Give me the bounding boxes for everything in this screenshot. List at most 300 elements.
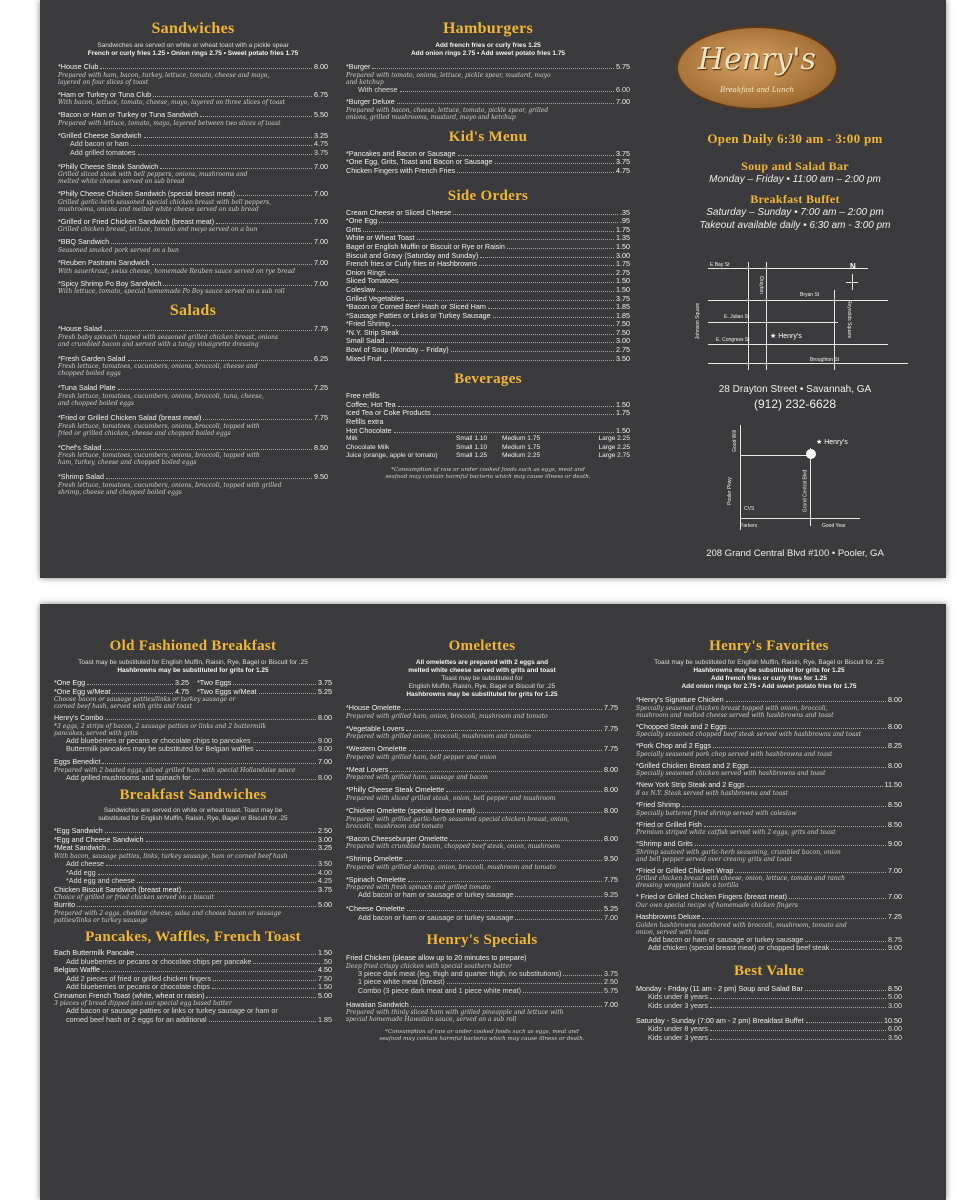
list-item [54, 992, 332, 1025]
item-name: *Ham or Turkey or Tuna Club [58, 89, 152, 99]
item-price: 7.00 [314, 161, 328, 171]
note-line: English Muffin, Raisin, Rye, Bagel or Biscuit for .25 [408, 683, 556, 690]
item-name: Add bacon or ham or sausage or turkey sausage [648, 934, 804, 944]
dot-leader [216, 223, 312, 224]
item-name: Add bacon or ham or sausage or turkey sausage [358, 912, 514, 922]
item-price: 5.00 [318, 900, 332, 910]
item-price: 3.75 [318, 678, 332, 687]
item-name: Each Buttermilk Pancake [54, 947, 135, 957]
item-description: onions, grilled mushrooms, mustard, mayo and ketchup [346, 113, 516, 121]
item-name: Kids under 8 years [648, 1024, 708, 1034]
item-description: layered on four slices of toast [58, 78, 149, 86]
map-label: E. Congress St [716, 337, 750, 343]
item-name: *House Salad [58, 324, 102, 334]
list-item [58, 163, 328, 186]
item-name: Small Salad [346, 336, 385, 346]
north-arrow: N [850, 262, 856, 271]
item-description: With lettuce, tomato, special homemade Po Boy sauce served on a sub roll [58, 288, 285, 296]
menu-panel-top [40, 0, 946, 578]
item-price: 8.00 [318, 772, 332, 782]
item-name: Add grilled tomatoes [70, 147, 136, 157]
menu-item-row [636, 801, 902, 810]
map-street [708, 268, 868, 269]
item-price: 5.00 [888, 992, 902, 1002]
hamburgers-column [346, 20, 630, 481]
item-price: 3.50 [318, 858, 332, 868]
item-description: Our own special recipe of homemade chicken fingers [636, 901, 798, 909]
dot-leader [446, 791, 602, 792]
item-price: 4.75 [616, 165, 630, 175]
dot-leader [183, 891, 316, 892]
beverage-cell: Medium 1.75 [502, 443, 541, 451]
note-line: melted white cheese served with grits and toast [408, 667, 556, 674]
item-description: Prepared with 2 basted eggs, sliced grilled ham with special Hollandaise sauce [54, 766, 296, 774]
dot-leader [153, 96, 312, 97]
list-item [636, 893, 902, 909]
list-item [54, 758, 332, 782]
takeout-hours: Takeout available daily • 6:30 am - 3:00 pm [699, 220, 891, 231]
item-name: Fried Chicken (please allow up to 20 minutes to prepare) [346, 953, 527, 963]
menu-item-row [346, 835, 618, 844]
item-name: Sliced Tomatoes [346, 276, 399, 286]
list-item [346, 98, 630, 121]
item-price: 10.50 [884, 1015, 902, 1025]
item-name: Coleslaw [346, 284, 376, 294]
item-price: 1.50 [318, 947, 332, 957]
item-name: Add 2 pieces of fried or grilled chicken fingers [66, 973, 212, 983]
item-price: 8.50 [888, 983, 902, 993]
map-street [708, 344, 888, 345]
hamburgers-heading: Hamburgers [442, 20, 534, 37]
menu-item-row [54, 901, 332, 910]
item-price: 9.25 [604, 890, 618, 900]
dot-leader [105, 832, 316, 833]
menu-item-row [636, 762, 902, 771]
item-name: *Fried or Grilled Chicken Wrap [636, 865, 734, 875]
list-item [346, 1001, 618, 1024]
list-item [58, 384, 328, 407]
menu-item-row [636, 1002, 902, 1011]
note-line: Add french fries or curly fries 1.25 [435, 42, 541, 49]
dot-leader [406, 300, 614, 301]
hours-info [660, 131, 930, 231]
item-name: Kids under 3 years [648, 1032, 708, 1042]
item-description: Deep fried crispy chicken with special southern batter [346, 962, 512, 970]
menu-item-row [54, 844, 332, 853]
dot-leader [102, 763, 316, 764]
item-name: *House Club [58, 62, 99, 71]
breakfast-sandwiches-heading: Breakfast Sandwiches [119, 787, 267, 804]
menu-item-row [54, 714, 332, 723]
breakfast-column [54, 638, 332, 1025]
savannah-address [660, 384, 930, 411]
note-line: Add french fries or curly fries for 1.25 [711, 675, 827, 682]
item-name: *Two Eggs [197, 678, 232, 687]
menu-item-row [58, 91, 328, 100]
item-price: .95 [620, 216, 630, 226]
item-price: 3.75 [616, 293, 630, 303]
item-price: 4.00 [318, 867, 332, 877]
dot-leader [411, 1006, 602, 1007]
dot-leader [831, 949, 886, 950]
item-name: *Fried or Grilled Fish [636, 819, 702, 829]
list-item [54, 714, 332, 754]
item-name: Hashbrowns Deluxe [636, 911, 701, 921]
beverage-cell: Small 1.25 [456, 452, 488, 460]
item-name: *Shrimp and Grits [636, 839, 693, 849]
item-price: 3.75 [318, 884, 332, 894]
dot-leader [480, 257, 614, 258]
dot-leader [488, 308, 614, 309]
item-price: 7.75 [604, 874, 618, 884]
menu-item-row [636, 723, 902, 732]
map-label: CVS [744, 506, 755, 512]
item-description: Prepared with grilled ham, sausage and bacon [346, 774, 488, 782]
item-name: *Burger [346, 62, 371, 71]
item-price: 3.75 [616, 157, 630, 167]
item-price: 7.00 [604, 999, 618, 1009]
item-name: *Philly Cheese Steak Omelette [346, 785, 445, 795]
item-name: Iced Tea or Coke Products [346, 408, 431, 418]
menu-item-row [346, 1001, 618, 1010]
item-name: 3 piece dark meat (leg, thigh and quarter thigh, no substitutions) [358, 968, 562, 978]
item-description: Grilled garlic-herb seasoned special chicken breast with bell peppers, [58, 198, 272, 206]
dot-leader [213, 980, 316, 981]
item-description: Fresh lettuce, tomatoes, cucumbers, onions, broccoli, topped with grilled [58, 481, 282, 489]
dot-leader [388, 274, 614, 275]
henrys-location-marker: ★ Henry's [770, 333, 802, 340]
warning-line: seafood may contain harmful bacteria which may cause illness or death. [379, 1036, 585, 1043]
item-name: *Egg Sandwich [54, 826, 103, 836]
item-name: *House Omelette [346, 703, 401, 712]
item-price: 4.50 [318, 965, 332, 975]
beverage-size-row [346, 452, 630, 461]
dot-leader [805, 941, 886, 942]
item-price: 9.00 [318, 744, 332, 754]
item-description: Prepared with grilled garlic-herb seasoned special chicken breast, onion, [346, 815, 570, 823]
beverage-cell: Large 2.25 [598, 435, 630, 443]
item-price: 5.75 [604, 985, 618, 995]
item-price: 7.00 [314, 278, 328, 288]
map-label: Reynolds Square [846, 299, 853, 339]
dot-leader [495, 163, 615, 164]
dot-leader [106, 865, 316, 866]
item-price: 11.50 [884, 780, 902, 790]
list-item [58, 259, 328, 275]
dot-leader [104, 330, 312, 331]
dot-leader [160, 168, 312, 169]
dot-leader [106, 478, 312, 479]
dot-leader [146, 841, 316, 842]
map-street [708, 300, 888, 301]
list-item [636, 801, 902, 817]
item-price: 1.50 [616, 425, 630, 435]
beverages-list [346, 392, 630, 435]
dot-leader [233, 684, 316, 685]
item-description: Prepared with lettuce, tomato, mayo, layered between two slices of toast [58, 119, 281, 127]
item-name: Add chicken (special breast meat) or chopped beef steak [648, 943, 830, 953]
item-price: 7.00 [314, 237, 328, 247]
item-price: 8.00 [604, 833, 618, 843]
menu-item-row [58, 444, 328, 453]
map-street [740, 518, 860, 519]
dot-leader [406, 730, 602, 731]
menu-item-row [58, 190, 328, 199]
item-name: *Chef's Salad [58, 442, 102, 452]
item-description: dressing wrapped inside a tortilla [636, 882, 739, 890]
henrys-location-marker: ★ Henry's [816, 439, 848, 446]
list-item [636, 696, 902, 719]
item-price: 1.75 [616, 408, 630, 418]
item-name: *Tuna Salad Plate [58, 383, 116, 393]
menu-item-row [58, 414, 328, 423]
dot-leader [136, 954, 316, 955]
breakfast-heading: Old Fashioned Breakfast [109, 638, 277, 654]
item-name: *Fried or Grilled Chicken Salad (breast meat) [58, 412, 202, 422]
dot-leader [397, 103, 614, 104]
item-name: *Spinach Omelette [346, 874, 406, 884]
item-price: 8.50 [888, 819, 902, 829]
item-price: 7.75 [314, 412, 328, 422]
pancakes-list [54, 949, 332, 1025]
beverage-size-row [346, 444, 630, 453]
item-name: *Reuben Pastrami Sandwich [58, 257, 150, 267]
dot-leader [451, 351, 614, 352]
item-price: 6.75 [314, 89, 328, 99]
item-price: 8.75 [888, 934, 902, 944]
dot-leader [515, 896, 602, 897]
item-name: *One Egg [54, 678, 86, 687]
list-item [346, 355, 630, 364]
menu-item-row [636, 944, 902, 953]
item-price: 3.00 [888, 1000, 902, 1010]
list-item [58, 91, 328, 107]
item-price: 7.75 [604, 723, 618, 733]
item-price: 6.00 [888, 1024, 902, 1034]
list-item [346, 745, 618, 761]
dot-leader [103, 449, 312, 450]
item-name: Cream Cheese or Sliced Cheese [346, 207, 452, 217]
item-price: 5.25 [604, 903, 618, 913]
dot-leader [806, 1022, 882, 1023]
kids-menu-heading: Kid's Menu [448, 128, 528, 145]
item-description: special homemade Hawaiian sauce, served on a sub roll [346, 1016, 517, 1024]
menu-item-row [58, 163, 328, 172]
list-item [346, 260, 630, 269]
item-description: patties/links or turkey sausage [54, 916, 148, 924]
menu-item-row [346, 209, 630, 218]
item-name: *Meat Sandwich [54, 843, 106, 853]
item-price: 7.00 [314, 216, 328, 226]
menu-item-row [346, 329, 630, 338]
dot-leader [203, 419, 312, 420]
item-name: *Chicken Omelette (special breast meat) [346, 805, 476, 815]
dot-leader [102, 971, 316, 972]
item-name: *Grilled Chicken Breast and 2 Eggs [636, 760, 749, 770]
menu-item-row [346, 355, 630, 364]
item-name: Free refills [346, 391, 380, 401]
item-description: broccoli, mushroom and tomato [346, 822, 443, 830]
dot-leader [128, 360, 312, 361]
list-item [636, 985, 902, 1011]
list-item [636, 840, 902, 863]
dot-leader [152, 264, 313, 265]
map-label: Pooler Pkwy [726, 477, 733, 505]
note-line: Sandwiches are served on white or wheat toast with a pickle spear [97, 42, 289, 49]
dot-leader [563, 975, 602, 976]
dot-leader [747, 786, 883, 787]
item-description: melted white cheese served on sub bread [58, 178, 185, 186]
item-price: 8.00 [888, 695, 902, 704]
item-description: *3 eggs, 2 strips of bacon, 2 sausage patties or links and 2 buttermilk [54, 722, 267, 730]
list-item [346, 209, 630, 218]
item-description: Fresh baby spinach topped with seasoned grilled chicken breast, onions [58, 333, 279, 341]
item-description: fried or grilled chicken, cheese and chopped boiled eggs [58, 429, 231, 437]
menu-item-row [636, 742, 902, 751]
item-price: .50 [322, 956, 332, 966]
menu-item-row [346, 277, 630, 286]
item-name: *New York Strip Steak and 2 Eggs [636, 780, 745, 790]
menu-item-row [346, 891, 618, 900]
item-name: *Grilled or Fried Chicken Sandwich (breast meat) [58, 216, 215, 226]
item-price: 3.50 [616, 353, 630, 363]
beverage-cell: Chocolate Milk [346, 443, 390, 451]
item-price: 1.85 [616, 310, 630, 320]
henrys-favorites-heading: Henry's Favorites [709, 638, 829, 654]
item-price: 7.00 [888, 892, 902, 902]
item-price: 7.00 [616, 97, 630, 107]
location-dot-icon [806, 449, 816, 459]
item-name: Onion Rings [346, 267, 386, 277]
item-price: 3.25 [314, 130, 328, 140]
item-name: Grilled Vegetables [346, 293, 405, 303]
menu-item-row [54, 860, 332, 869]
dot-leader [138, 154, 312, 155]
item-name: * Fried or Grilled Chicken Fingers (breast meat) [636, 892, 787, 902]
item-description: Prepared with 2 eggs, cheddar cheese, salsa and choose bacon or sausage [54, 909, 282, 917]
pancakes-heading: Pancakes, Waffles, French Toast [85, 928, 301, 945]
dot-leader [118, 389, 312, 390]
logo-name: Henry's [697, 42, 817, 77]
item-description: and bell pepper served over creamy grits and toast [636, 855, 792, 863]
item-name: Burrito [54, 900, 76, 910]
warning-line: *Consumption of raw or under cooked foods such as eggs, meat and [391, 467, 585, 473]
dot-leader [401, 282, 614, 283]
dot-leader [479, 265, 614, 266]
item-description: and crumbled bacon and served with a tangy vinaigrette dressing [58, 340, 259, 348]
side-orders-heading: Side Orders [447, 187, 529, 204]
menu-item-row [58, 280, 328, 289]
list-item [54, 966, 332, 992]
dot-leader [710, 1039, 886, 1040]
map-label: Drayton [757, 276, 764, 294]
menu-item-row [346, 876, 618, 885]
beverage-cell: Medium 2.25 [502, 452, 541, 460]
list-item [54, 901, 332, 924]
hamburgers-list [346, 63, 630, 121]
dot-leader [515, 919, 602, 920]
note-line: Toast may be substituted for English Muffin, Raisin, Rye, Bagel or Biscuit for .25 [78, 659, 308, 666]
omelettes-column [346, 638, 618, 1043]
beverages-heading: Beverages [454, 371, 522, 388]
map-label: Good Will [731, 430, 738, 452]
list-item [58, 473, 328, 496]
item-price: 3.75 [604, 968, 618, 978]
item-description: Prepared with grilled ham, onion, broccoli, mushroom and tomato [346, 712, 548, 720]
note-line: substituted for English Muffin, Raisin, Rye, Bagel or Biscuit for .25 [98, 815, 288, 823]
item-price: 9.00 [318, 735, 332, 745]
item-description: Prepared with grilled shrimp, onion, broccoli, mushroom and tomato [346, 863, 556, 871]
item-description: 8 oz N.Y. Steak served with hashbrowns and toast [636, 789, 788, 797]
dot-leader [507, 248, 614, 249]
item-price: 1.50 [318, 982, 332, 992]
egg-plates [54, 679, 332, 710]
note-line: French or curly fries 1.25 • Onion rings 2.75 • Sweet potato fries 1.75 [87, 50, 299, 57]
menu-item-row [54, 774, 332, 783]
warning-line: *Consumption of raw or under cooked foods such as eggs, meat and [385, 1029, 579, 1036]
dot-leader [253, 963, 320, 964]
item-price: 8.00 [888, 760, 902, 770]
omelettes-list [346, 704, 618, 922]
dot-leader [710, 1030, 886, 1031]
menu-item-row [346, 260, 630, 269]
item-name: Combo (3 piece dark meat and 1 piece white meat) [358, 985, 521, 995]
dot-leader [457, 172, 614, 173]
list-item [346, 167, 630, 176]
menu-item-row [346, 346, 630, 355]
item-description: mushroom and melted cheese served with hashbrowns and toast [636, 711, 834, 719]
item-name: *N.Y. Strip Steak [346, 327, 399, 337]
item-name: Eggs Benedict [54, 756, 101, 766]
breakfast-list [54, 714, 332, 782]
kids-menu-list [346, 150, 630, 176]
item-description: Specially seasoned pork chop served with hashbrowns and toast [636, 750, 833, 758]
list-item [58, 238, 328, 254]
item-name: *Cheese Omelette [346, 903, 405, 913]
salads-list [58, 325, 328, 496]
item-price: 1.50 [616, 399, 630, 409]
item-name: *One Egg, Grits, Toast and Bacon or Sausage [346, 157, 493, 167]
map-street [810, 448, 811, 526]
dot-leader [111, 243, 312, 244]
note-line: Hashbrowns may be substituted for grits for 1.25 [406, 691, 558, 698]
item-name: Mixed Fruit [346, 353, 382, 363]
dot-leader [704, 826, 886, 827]
item-price: 2.50 [604, 977, 618, 987]
dot-leader [384, 360, 614, 361]
item-name: *Add egg and cheese [66, 876, 135, 886]
henrys-specials-heading: Henry's Specials [426, 932, 538, 949]
menu-item-row [58, 384, 328, 393]
dot-leader [450, 840, 602, 841]
item-description: and ketchup [346, 78, 384, 86]
item-description: 3 pieces of bread dipped into our special egg based batter [54, 1000, 232, 1008]
map-street [740, 455, 810, 456]
hamburgers-note [346, 42, 630, 58]
item-price: 7.50 [616, 319, 630, 329]
dot-leader [447, 983, 602, 984]
dot-leader [77, 906, 316, 907]
item-description: pancakes, served with grits [54, 729, 138, 737]
item-price: 3.00 [318, 834, 332, 844]
list-item [636, 913, 902, 953]
item-description: Shrimp sauteed with garlic-herb seasoning, crumbled bacon, onion [636, 848, 841, 856]
item-price: 1.50 [616, 284, 630, 294]
logo-tagline: Breakfast and Lunch [720, 86, 794, 94]
dot-leader [372, 68, 614, 69]
item-description: With bacon, sausage patties, links, turkey sausage, ham or corned beef hash [54, 852, 288, 860]
list-item [58, 444, 328, 467]
